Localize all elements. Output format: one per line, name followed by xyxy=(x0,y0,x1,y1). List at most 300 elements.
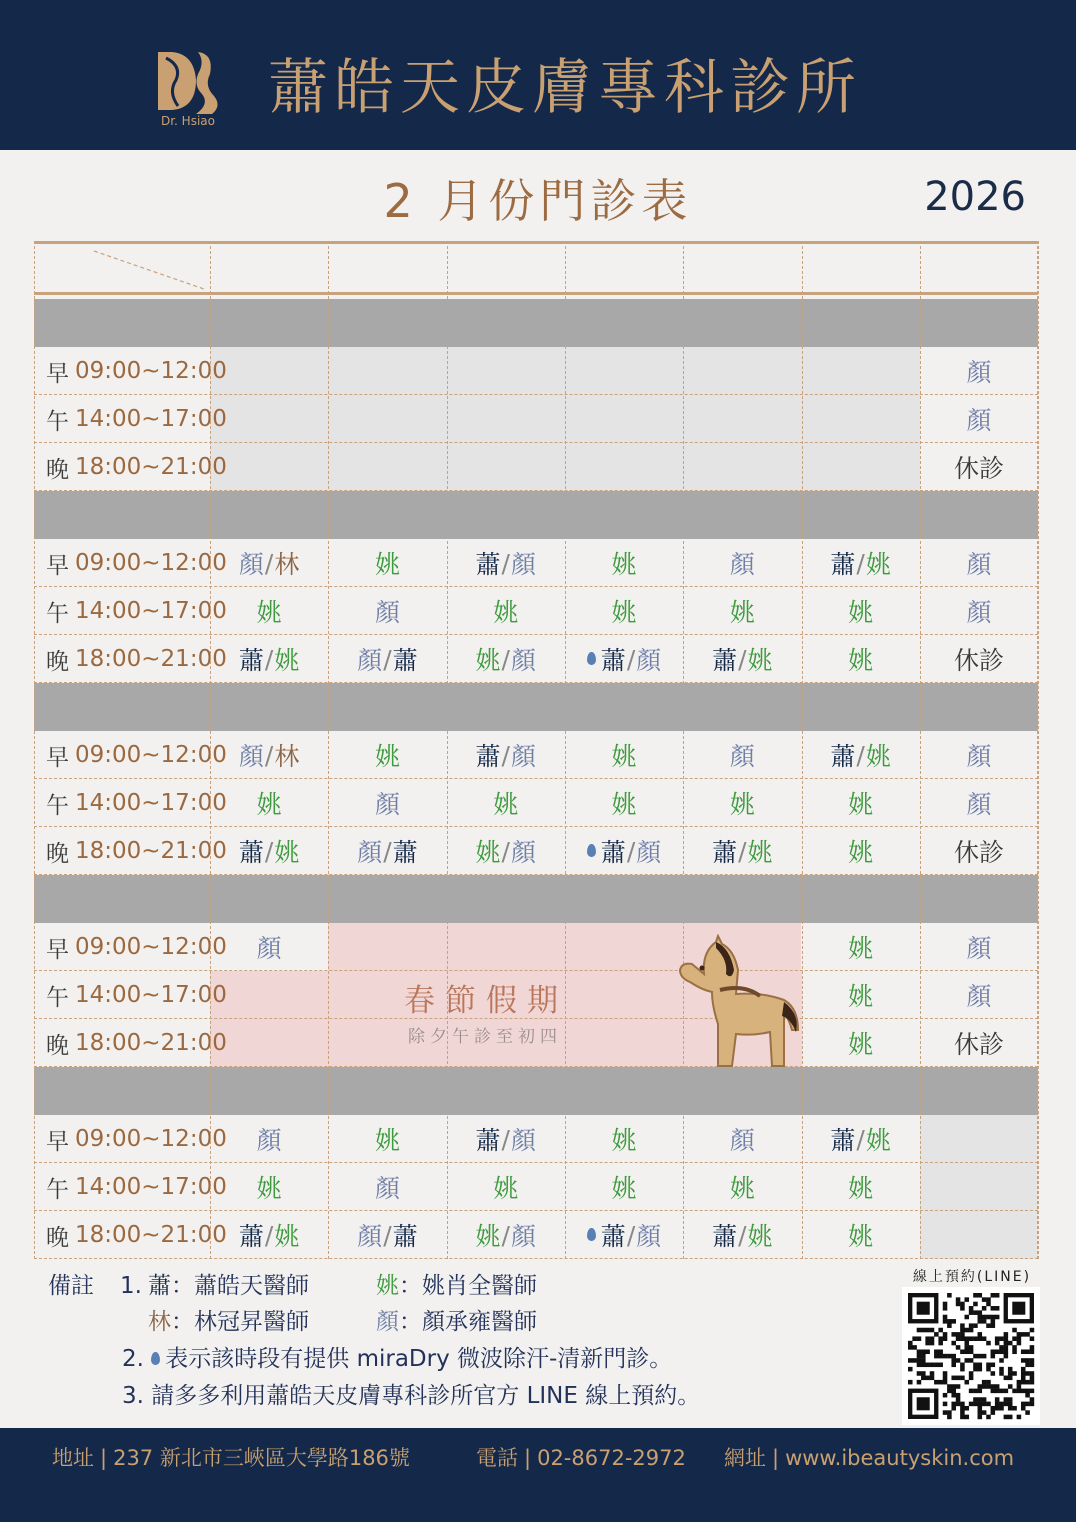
column-divider xyxy=(565,241,566,1259)
schedule-cell xyxy=(920,1115,1038,1163)
slot-time: 09:00~12:00 xyxy=(75,358,227,384)
closed-label: 休診 xyxy=(953,646,1004,675)
doctor-initial: 顏 xyxy=(357,646,383,675)
schedule-cell xyxy=(328,923,446,971)
schedule-cell xyxy=(447,1115,565,1163)
website-link[interactable]: www.ibeautyskin.com xyxy=(785,1446,1015,1470)
schedule-cell xyxy=(920,539,1038,587)
date-cell xyxy=(210,1067,328,1115)
doctor-initial: 蕭 xyxy=(392,838,418,867)
doctor-initial: 姚 xyxy=(256,1174,282,1203)
weekday-header xyxy=(210,241,328,295)
separator: / xyxy=(264,740,274,770)
doctor-initial: 顏 xyxy=(636,646,662,675)
doctor-initial: 顏 xyxy=(636,1222,662,1251)
doctor-initial: 姚 xyxy=(729,790,755,819)
date-cell xyxy=(683,1067,801,1115)
slot-time: 18:00~21:00 xyxy=(75,838,227,864)
doctor-name-lin: ：林冠昇醫師 xyxy=(171,1309,309,1335)
separator: / xyxy=(738,1220,747,1250)
time-slot-label xyxy=(34,587,227,635)
time-slot-label xyxy=(34,395,227,443)
schedule-cell xyxy=(802,539,920,587)
schedule-cell xyxy=(920,587,1038,635)
schedule-cell xyxy=(328,779,446,827)
doctor-initial: 姚 xyxy=(493,790,519,819)
schedule-cell xyxy=(802,731,920,779)
doctor-initial: 姚 xyxy=(256,598,282,627)
schedule-cell xyxy=(447,635,565,683)
schedule-cell xyxy=(802,443,920,491)
slot-time: 18:00~21:00 xyxy=(75,646,227,672)
doctor-initial: 姚 xyxy=(729,598,755,627)
separator: / xyxy=(264,1220,274,1250)
schedule-cell xyxy=(328,827,446,875)
doctor-initial: 蕭 xyxy=(238,838,264,867)
doctor-initial: 顏 xyxy=(966,550,992,579)
schedule-cell xyxy=(565,779,683,827)
weekday-header xyxy=(683,241,801,295)
doctor-key-lin: 林 xyxy=(148,1309,171,1335)
doctor-initial: 姚 xyxy=(493,1174,519,1203)
separator: / xyxy=(383,644,392,674)
doctor-name-xiao: ：蕭皓天醫師 xyxy=(171,1273,309,1299)
doctor-key-yao: 姚 xyxy=(376,1273,399,1299)
doctor-initial: 蕭 xyxy=(712,838,738,867)
schedule-cell xyxy=(565,827,683,875)
schedule-year: 2026 xyxy=(924,174,1026,220)
schedule-cell xyxy=(920,827,1038,875)
doctor-initial: 姚 xyxy=(848,598,874,627)
time-slot-label xyxy=(34,923,227,971)
table-right-border xyxy=(1037,241,1038,1259)
website-label: 網址 xyxy=(724,1446,766,1470)
date-cell xyxy=(920,299,1038,347)
schedule-cell xyxy=(683,1115,801,1163)
miradry-drop-icon xyxy=(151,1352,160,1365)
date-cell xyxy=(447,1067,565,1115)
schedule-cell xyxy=(328,731,446,779)
slot-time: 18:00~21:00 xyxy=(75,1222,227,1248)
schedule-cell xyxy=(328,395,446,443)
notes-label: 備註 xyxy=(48,1273,94,1299)
schedule-cell xyxy=(447,587,565,635)
date-cell xyxy=(920,491,1038,539)
slot-time: 14:00~17:00 xyxy=(75,1174,227,1200)
date-cell xyxy=(802,491,920,539)
column-divider xyxy=(210,241,211,1259)
doctor-name-yao: ：姚肖全醫師 xyxy=(399,1273,537,1299)
separator: / xyxy=(501,740,510,770)
doctor-initial: 姚 xyxy=(611,550,637,579)
doctor-name-yan: ：顏承雍醫師 xyxy=(399,1309,537,1335)
separator: / xyxy=(264,548,274,578)
schedule-cell xyxy=(683,347,801,395)
doctor-initial: 蕭 xyxy=(475,550,501,579)
schedule-cell xyxy=(210,1019,328,1067)
slot-name: 早 xyxy=(46,744,69,771)
schedule-cell xyxy=(565,1115,683,1163)
line-qr-code-icon[interactable] xyxy=(902,1287,1040,1425)
date-cell xyxy=(683,491,801,539)
schedule-cell xyxy=(683,443,801,491)
schedule-cell xyxy=(683,779,801,827)
schedule-cell xyxy=(447,1163,565,1211)
slot-time: 09:00~12:00 xyxy=(75,934,227,960)
line-booking-label: 線上預約(LINE) xyxy=(912,1269,1032,1285)
schedule-cell xyxy=(447,539,565,587)
doctor-initial: 顏 xyxy=(966,742,992,771)
doctor-initial: 姚 xyxy=(747,1222,773,1251)
doctor-initial: 姚 xyxy=(475,1222,501,1251)
slot-time: 18:00~21:00 xyxy=(75,1030,227,1056)
slot-name: 早 xyxy=(46,552,69,579)
date-cell xyxy=(210,491,328,539)
closed-label: 休診 xyxy=(953,454,1004,483)
doctor-initial: 顏 xyxy=(510,646,536,675)
slot-name: 午 xyxy=(46,408,69,435)
closed-label: 休診 xyxy=(953,1030,1004,1059)
doctor-initial: 顏 xyxy=(966,982,992,1011)
slot-time: 14:00~17:00 xyxy=(75,406,227,432)
schedule-cell xyxy=(210,539,328,587)
slot-time: 14:00~17:00 xyxy=(75,982,227,1008)
doctor-initial: 姚 xyxy=(256,790,282,819)
doctor-initial: 蕭 xyxy=(238,1222,264,1251)
schedule-cell xyxy=(447,827,565,875)
schedule-cell xyxy=(683,827,801,875)
time-slot-label xyxy=(34,731,227,779)
horse-icon xyxy=(672,934,802,1070)
doctor-initial: 蕭 xyxy=(475,1126,501,1155)
doctor-initial: 姚 xyxy=(848,934,874,963)
schedule-cell xyxy=(328,587,446,635)
holiday-title: 春節假期 xyxy=(404,983,568,1019)
footer: 地址 | 237 新北市三峽區大學路186號 電話 | 02-8672-2972 網址 | www.ibeautyskin.com xyxy=(0,1428,1076,1522)
doctor-initial: 蕭 xyxy=(830,742,856,771)
schedule-cell xyxy=(210,923,328,971)
separator: / xyxy=(856,1124,865,1154)
schedule-cell xyxy=(328,635,446,683)
schedule-cell xyxy=(210,779,328,827)
time-slot-label xyxy=(34,1211,227,1259)
doctor-initial: 姚 xyxy=(848,790,874,819)
slot-name: 早 xyxy=(46,360,69,387)
doctor-initial: 姚 xyxy=(865,742,891,771)
doctor-key-xiao: 蕭 xyxy=(148,1273,171,1299)
schedule-cell xyxy=(328,347,446,395)
header-banner xyxy=(0,0,1076,150)
note-2-text: 表示該時段有提供 miraDry 微波除汗-清新門診。 xyxy=(165,1346,673,1372)
separator: / xyxy=(501,1124,510,1154)
doctor-initial: 顏 xyxy=(510,550,536,579)
doctor-initial: 姚 xyxy=(848,838,874,867)
slot-name: 晚 xyxy=(46,840,69,867)
schedule-cell xyxy=(328,1211,446,1259)
schedule-cell xyxy=(210,1163,328,1211)
schedule-cell xyxy=(683,395,801,443)
schedule-cell xyxy=(210,587,328,635)
schedule-cell xyxy=(210,1115,328,1163)
doctor-initial: 姚 xyxy=(274,1222,300,1251)
doctor-initial: 顏 xyxy=(510,1126,536,1155)
schedule-cell xyxy=(447,779,565,827)
time-slot-label xyxy=(34,1163,227,1211)
schedule-cell xyxy=(802,395,920,443)
schedule-cell xyxy=(802,347,920,395)
doctor-initial: 姚 xyxy=(274,646,300,675)
doctor-initial: 姚 xyxy=(865,1126,891,1155)
time-slot-label xyxy=(34,443,227,491)
slot-name: 早 xyxy=(46,936,69,963)
doctor-initial: 顏 xyxy=(729,550,755,579)
doctor-initial: 姚 xyxy=(611,1174,637,1203)
note-1-number: 1. xyxy=(120,1273,142,1299)
time-slot-label xyxy=(34,971,227,1019)
schedule-cell xyxy=(802,635,920,683)
slot-name: 午 xyxy=(46,792,69,819)
column-divider xyxy=(802,241,803,1259)
date-cell xyxy=(565,491,683,539)
date-cell xyxy=(328,875,446,923)
schedule-cell xyxy=(565,731,683,779)
table-left-border xyxy=(34,241,35,1259)
doctor-initial: 姚 xyxy=(729,1174,755,1203)
closed-label: 休診 xyxy=(953,838,1004,867)
weekday-header xyxy=(447,241,565,295)
slot-time: 14:00~17:00 xyxy=(75,790,227,816)
time-slot-label xyxy=(34,347,227,395)
slot-time: 09:00~12:00 xyxy=(75,1126,227,1152)
doctor-initial: 顏 xyxy=(256,934,282,963)
schedule-cell xyxy=(802,587,920,635)
schedule-cell xyxy=(920,731,1038,779)
doctor-initial: 顏 xyxy=(636,838,662,867)
date-cell xyxy=(565,875,683,923)
doctor-initial: 蕭 xyxy=(600,838,626,867)
schedule-cell xyxy=(802,923,920,971)
separator: / xyxy=(738,836,747,866)
schedule-cell xyxy=(802,827,920,875)
doctor-initial: 姚 xyxy=(848,982,874,1011)
date-cell xyxy=(447,491,565,539)
doctor-initial: 顏 xyxy=(374,598,400,627)
miradry-drop-icon xyxy=(587,652,596,665)
schedule-cell xyxy=(802,1115,920,1163)
address-value: 237 新北市三峽區大學路186號 xyxy=(113,1446,410,1470)
schedule-cell xyxy=(565,1019,683,1067)
doctor-initial: 顏 xyxy=(256,1126,282,1155)
date-cell xyxy=(920,875,1038,923)
schedule-cell xyxy=(447,923,565,971)
date-cell xyxy=(328,683,446,731)
schedule-cell xyxy=(328,1115,446,1163)
schedule-cell xyxy=(565,587,683,635)
schedule-cell xyxy=(210,731,328,779)
slot-name: 晚 xyxy=(46,1224,69,1251)
address-label: 地址 xyxy=(52,1446,94,1470)
schedule-cell xyxy=(565,923,683,971)
doctor-initial: 顏 xyxy=(374,790,400,819)
schedule-cell xyxy=(920,923,1038,971)
schedule-cell xyxy=(802,779,920,827)
date-cell xyxy=(683,299,801,347)
doctor-initial: 姚 xyxy=(374,550,400,579)
doctor-initial: 蕭 xyxy=(475,742,501,771)
slot-name: 晚 xyxy=(46,648,69,675)
miradry-drop-icon xyxy=(587,1228,596,1241)
time-slot-label xyxy=(34,635,227,683)
schedule-cell xyxy=(328,1163,446,1211)
schedule-cell xyxy=(565,347,683,395)
date-cell xyxy=(802,683,920,731)
time-slot-label xyxy=(34,1019,227,1067)
corner-weekday-label xyxy=(144,245,204,273)
doctor-initial: 林 xyxy=(274,550,300,579)
doctor-initial: 顏 xyxy=(966,406,992,435)
doctor-initial: 蕭 xyxy=(392,1222,418,1251)
doctor-initial: 顏 xyxy=(729,1126,755,1155)
doctor-initial: 顏 xyxy=(357,838,383,867)
schedule-cell xyxy=(447,443,565,491)
date-cell xyxy=(328,1067,446,1115)
doctor-initial: 姚 xyxy=(747,646,773,675)
schedule-cell xyxy=(920,779,1038,827)
time-slot-label xyxy=(34,1115,227,1163)
doctor-initial: 姚 xyxy=(865,550,891,579)
date-cell xyxy=(683,875,801,923)
date-cell xyxy=(802,1067,920,1115)
weekday-header xyxy=(802,241,920,295)
doctor-initial: 蕭 xyxy=(830,1126,856,1155)
doctor-initial: 蕭 xyxy=(238,646,264,675)
logo-caption: Dr. Hsiao xyxy=(160,114,215,128)
date-cell xyxy=(328,299,446,347)
schedule-cell xyxy=(920,1211,1038,1259)
separator: / xyxy=(856,548,865,578)
date-cell xyxy=(683,683,801,731)
date-cell xyxy=(447,683,565,731)
date-cell xyxy=(920,683,1038,731)
schedule-cell xyxy=(210,971,328,1019)
date-cell xyxy=(565,299,683,347)
schedule-cell xyxy=(210,827,328,875)
doctor-initial: 顏 xyxy=(357,1222,383,1251)
doctor-key-yan: 顏 xyxy=(376,1309,399,1335)
schedule-cell xyxy=(328,539,446,587)
slot-name: 午 xyxy=(46,1176,69,1203)
column-divider xyxy=(920,241,921,1259)
miradry-drop-icon xyxy=(587,844,596,857)
schedule-cell xyxy=(447,731,565,779)
schedule-cell xyxy=(683,539,801,587)
schedule-cell xyxy=(920,347,1038,395)
phone-label: 電話 xyxy=(476,1446,518,1470)
doctor-initial: 顏 xyxy=(966,934,992,963)
date-cell xyxy=(565,1067,683,1115)
doctor-initial: 蕭 xyxy=(392,646,418,675)
separator: / xyxy=(501,836,510,866)
separator: / xyxy=(264,836,274,866)
doctor-initial: 姚 xyxy=(274,838,300,867)
doctor-initial: 姚 xyxy=(848,1174,874,1203)
date-cell xyxy=(565,683,683,731)
separator: / xyxy=(626,644,636,674)
doctor-initial: 蕭 xyxy=(712,1222,738,1251)
doctor-initial: 顏 xyxy=(374,1174,400,1203)
note-3-text: 3. 請多多利用蕭皓天皮膚專科診所官方 LINE 線上預約。 xyxy=(122,1383,701,1409)
weekday-header xyxy=(328,241,446,295)
column-divider xyxy=(1038,241,1039,1259)
corner-time-label xyxy=(42,263,98,291)
schedule-cell xyxy=(565,1211,683,1259)
separator: / xyxy=(626,1220,636,1250)
schedule-cell xyxy=(683,587,801,635)
column-divider xyxy=(328,241,329,1259)
weekday-header xyxy=(920,241,1038,295)
doctor-initial: 蕭 xyxy=(712,646,738,675)
doctor-initial: 姚 xyxy=(493,598,519,627)
phone-value[interactable]: 02-8672-2972 xyxy=(537,1446,686,1470)
schedule-cell xyxy=(210,1211,328,1259)
schedule-cell xyxy=(210,443,328,491)
doctor-initial: 顏 xyxy=(966,598,992,627)
slot-name: 晚 xyxy=(46,456,69,483)
doctor-initial: 林 xyxy=(274,742,300,771)
date-cell xyxy=(210,683,328,731)
schedule-cell xyxy=(683,635,801,683)
doctor-initial: 姚 xyxy=(611,790,637,819)
slot-name: 晚 xyxy=(46,1032,69,1059)
doctor-initial: 顏 xyxy=(510,838,536,867)
schedule-cell xyxy=(565,443,683,491)
date-cell xyxy=(920,1067,1038,1115)
schedule-cell xyxy=(447,347,565,395)
separator: / xyxy=(501,548,510,578)
separator: / xyxy=(626,836,636,866)
doctor-initial: 顏 xyxy=(510,742,536,771)
separator: / xyxy=(501,644,510,674)
schedule-cell xyxy=(683,1163,801,1211)
doctor-initial: 姚 xyxy=(374,742,400,771)
schedule-cell xyxy=(802,1163,920,1211)
clinic-name: 蕭皓天皮膚專科診所 xyxy=(268,53,862,123)
slot-time: 09:00~12:00 xyxy=(75,742,227,768)
separator: / xyxy=(383,836,392,866)
date-cell xyxy=(447,299,565,347)
separator: / xyxy=(264,644,274,674)
date-cell xyxy=(447,875,565,923)
column-divider xyxy=(447,241,448,1259)
schedule-cell xyxy=(565,1163,683,1211)
slot-time: 09:00~12:00 xyxy=(75,550,227,576)
time-slot-label xyxy=(34,779,227,827)
schedule-cell xyxy=(920,635,1038,683)
schedule-cell xyxy=(565,971,683,1019)
doctor-initial: 顏 xyxy=(729,742,755,771)
slot-time: 18:00~21:00 xyxy=(75,454,227,480)
separator: / xyxy=(856,740,865,770)
doctor-initial: 顏 xyxy=(966,790,992,819)
row-divider xyxy=(34,1258,1038,1259)
doctor-initial: 姚 xyxy=(848,1030,874,1059)
schedule-cell xyxy=(920,1163,1038,1211)
date-cell xyxy=(802,299,920,347)
schedule-cell xyxy=(683,731,801,779)
time-slot-label xyxy=(34,539,227,587)
date-cell xyxy=(802,875,920,923)
schedule-cell xyxy=(210,395,328,443)
